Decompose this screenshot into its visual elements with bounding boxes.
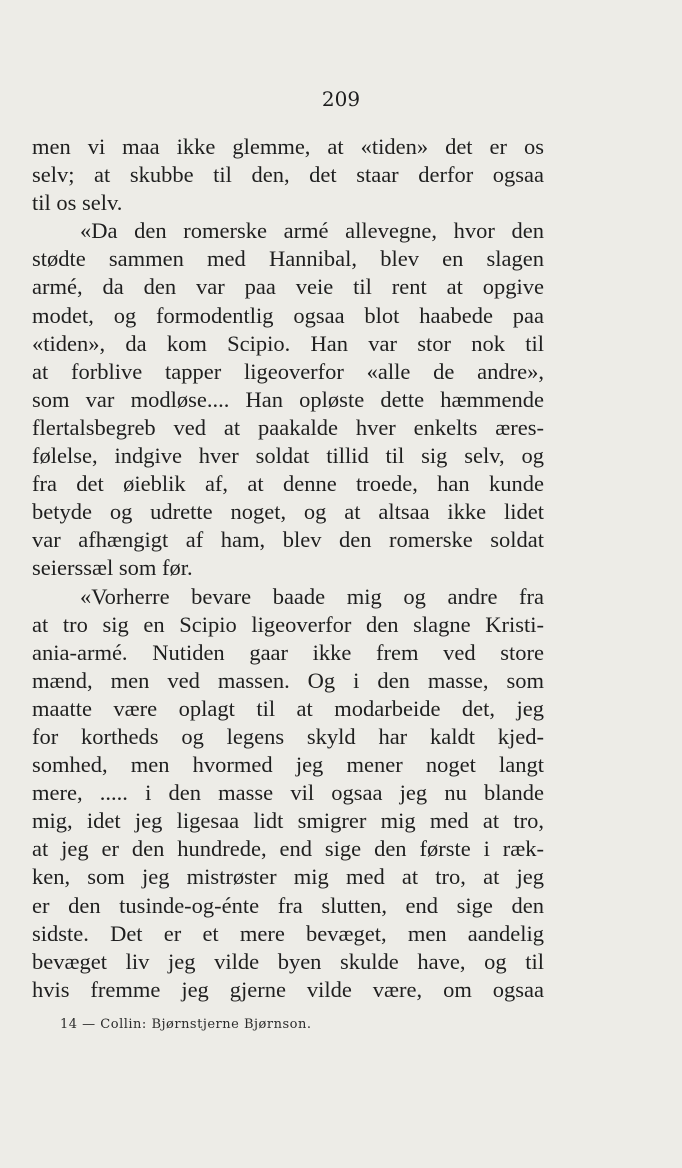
text-line: for kortheds og legens skyld har kaldt kjed- xyxy=(32,723,544,749)
body-text xyxy=(32,133,544,1004)
text-line: at tro sig en Scipio ligeoverfor den slagne Kristi- xyxy=(32,611,544,637)
text-line: betyde og udrette noget, og at altsaa ikke lidet xyxy=(32,499,544,525)
text-line: bevæget liv jeg vilde byen skulde have, og til xyxy=(32,948,544,974)
text-line: var afhængigt af ham, blev den romerske soldat xyxy=(32,527,544,553)
text-line: ania-armé. Nutiden gaar ikke frem ved store xyxy=(32,639,544,665)
text-line: at jeg er den hundrede, end sige den første i ræk- xyxy=(32,836,544,862)
text-line: mig, idet jeg ligesaa lidt smigrer mig med at tro, xyxy=(32,808,544,834)
text-line: «Da den romerske armé allevegne, hvor den xyxy=(80,218,544,244)
text-line: ken, som jeg mistrøster mig med at tro, at jeg xyxy=(32,864,544,890)
text-line: flertalsbegreb ved at paakalde hver enkelts æres- xyxy=(32,414,544,440)
text-line: mænd, men ved massen. Og i den masse, som xyxy=(32,667,544,693)
text-line: er den tusinde-og-énte fra slutten, end sige den xyxy=(32,892,544,918)
text-line: armé, da den var paa veie til rent at opgive xyxy=(32,274,544,300)
text-line: seierssæl som før. xyxy=(32,555,193,581)
text-line: til os selv. xyxy=(32,190,123,216)
text-line: men vi maa ikke glemme, at «tiden» det er os xyxy=(32,134,544,159)
text-line: hvis fremme jeg gjerne vilde være, om ogsaa xyxy=(32,976,544,1002)
page-footer-signature: 14 — Collin: Bjørnstjerne Bjørnson. xyxy=(60,1017,312,1032)
text-line: fra det øieblik af, at denne troede, han kunde xyxy=(32,471,544,497)
text-line: følelse, indgive hver soldat tillid til sig selv, og xyxy=(32,443,544,469)
text-line: maatte være oplagt til at modarbeide det, jeg xyxy=(32,695,544,721)
text-line: stødte sammen med Hannibal, blev en slagen xyxy=(32,246,544,272)
text-line: «Vorherre bevare baade mig og andre fra xyxy=(80,583,544,609)
page-number: 209 xyxy=(321,87,361,111)
text-line: som var modløse.... Han opløste dette hæmmende xyxy=(32,386,544,412)
text-line: at forblive tapper ligeoverfor «alle de andre», xyxy=(32,358,544,384)
text-line: sidste. Det er et mere bevæget, men aandelig xyxy=(32,920,544,946)
text-line: «tiden», da kom Scipio. Han var stor nok til xyxy=(32,330,544,356)
text-line: somhed, men hvormed jeg mener noget langt xyxy=(32,752,544,778)
text-line: selv; at skubbe til den, det staar derfor ogsaa xyxy=(32,162,544,188)
text-line: modet, og formodentlig ogsaa blot haabede paa xyxy=(32,302,544,328)
text-line: mere, ..... i den masse vil ogsaa jeg nu blande xyxy=(32,780,544,806)
